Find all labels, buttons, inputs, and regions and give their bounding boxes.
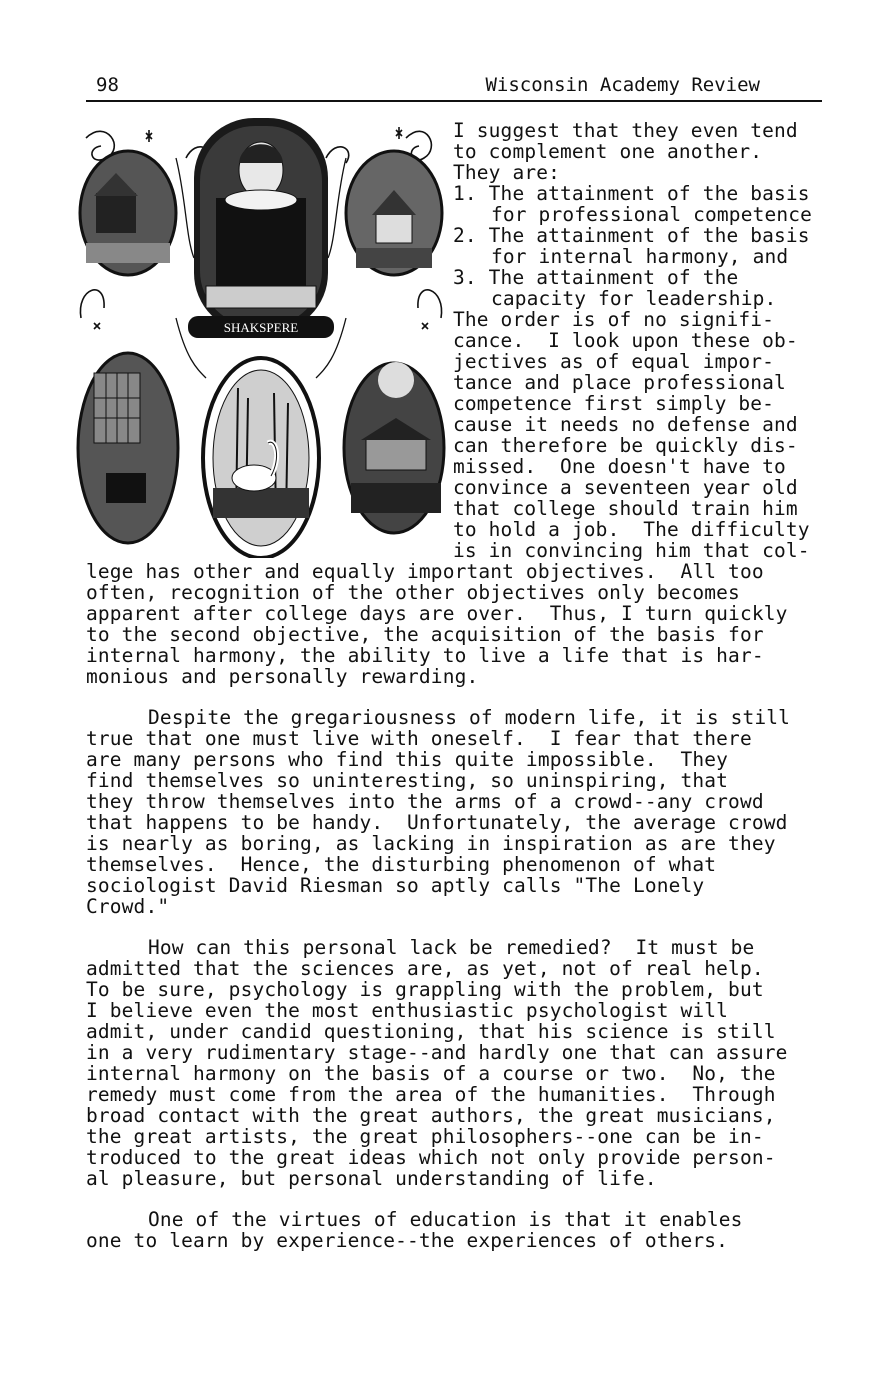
text-line: tance and place professional xyxy=(453,371,786,394)
text-line: 2. The attainment of the basis xyxy=(453,224,810,247)
text-line: cause it needs no defense and xyxy=(453,413,798,436)
text-line: To be sure, psychology is grappling with the problem, but xyxy=(86,978,764,1001)
text-line: The order is of no signifi- xyxy=(453,308,775,331)
journal-title: Wisconsin Academy Review xyxy=(485,74,760,96)
text-line: One of the virtues of education is that it enables xyxy=(148,1208,743,1231)
text-line: for internal harmony, and xyxy=(491,245,789,268)
text-line: themselves. Hence, the disturbing phenomenon of what xyxy=(86,853,717,876)
text-line: lege has other and equally important objectives. All too xyxy=(86,560,764,583)
text-line: find themselves so uninteresting, so uninspiring, that xyxy=(86,769,729,792)
text-line: that happens to be handy. Unfortunately, the average crowd xyxy=(86,811,788,834)
page-number: 98 xyxy=(96,74,119,96)
text-line: sociologist David Riesman so aptly calls "The Lonely xyxy=(86,874,705,897)
text-line: one to learn by experience--the experiences of others. xyxy=(86,1229,729,1252)
text-line: that college should train him xyxy=(453,497,798,520)
shakespeare-illustration xyxy=(76,118,446,558)
text-line: they throw themselves into the arms of a crowd--any crowd xyxy=(86,790,764,813)
page-header xyxy=(86,70,822,102)
text-line: Despite the gregariousness of modern life, it is still xyxy=(148,706,791,729)
text-line: monious and personally rewarding. xyxy=(86,665,479,688)
text-line: competence first simply be- xyxy=(453,392,775,415)
text-line: admitted that the sciences are, as yet, not of real help. xyxy=(86,957,764,980)
text-line: is nearly as boring, as lacking in inspiration as are they xyxy=(86,832,776,855)
text-line: to hold a job. The difficulty xyxy=(453,518,810,541)
text-line: admit, under candid questioning, that his science is still xyxy=(86,1020,776,1043)
text-line: the great artists, the great philosophers--one can be in- xyxy=(86,1125,764,1148)
text-line: 3. The attainment of the xyxy=(453,266,739,289)
text-line: capacity for leadership. xyxy=(491,287,777,310)
text-line: Crowd." xyxy=(86,895,170,918)
text-line: broad contact with the great authors, the great musicians, xyxy=(86,1104,776,1127)
text-line: internal harmony, the ability to live a life that is har- xyxy=(86,644,764,667)
text-line: in a very rudimentary stage--and hardly one that can assure xyxy=(86,1041,788,1064)
text-line: troduced to the great ideas which not only provide person- xyxy=(86,1146,776,1169)
text-line: are many persons who find this quite impossible. They xyxy=(86,748,729,771)
text-line: I believe even the most enthusiastic psychologist will xyxy=(86,999,729,1022)
text-line: missed. One doesn't have to xyxy=(453,455,786,478)
text-line: convince a seventeen year old xyxy=(453,476,798,499)
text-line: jectives as of equal impor- xyxy=(453,350,775,373)
text-line: to the second objective, the acquisition of the basis for xyxy=(86,623,764,646)
text-line: They are: xyxy=(453,161,561,184)
text-line: apparent after college days are over. Thus, I turn quickly xyxy=(86,602,788,625)
text-line: cance. I look upon these ob- xyxy=(453,329,798,352)
text-line: I suggest that they even tend xyxy=(453,119,798,142)
text-line: true that one must live with oneself. I fear that there xyxy=(86,727,752,750)
text-line: remedy must come from the area of the humanities. Through xyxy=(86,1083,776,1106)
text-line: 1. The attainment of the basis xyxy=(453,182,810,205)
text-line: to complement one another. xyxy=(453,140,763,163)
text-line: is in convincing him that col- xyxy=(453,539,810,562)
text-line: internal harmony on the basis of a course or two. No, the xyxy=(86,1062,776,1085)
text-line: can therefore be quickly dis- xyxy=(453,434,798,457)
text-line: for professional competence xyxy=(491,203,813,226)
text-line: How can this personal lack be remedied? It must be xyxy=(148,936,755,959)
text-line: often, recognition of the other objectives only becomes xyxy=(86,581,740,604)
banner-label: SHAKSPERE xyxy=(223,320,299,335)
text-line: al pleasure, but personal understanding of life. xyxy=(86,1167,657,1190)
